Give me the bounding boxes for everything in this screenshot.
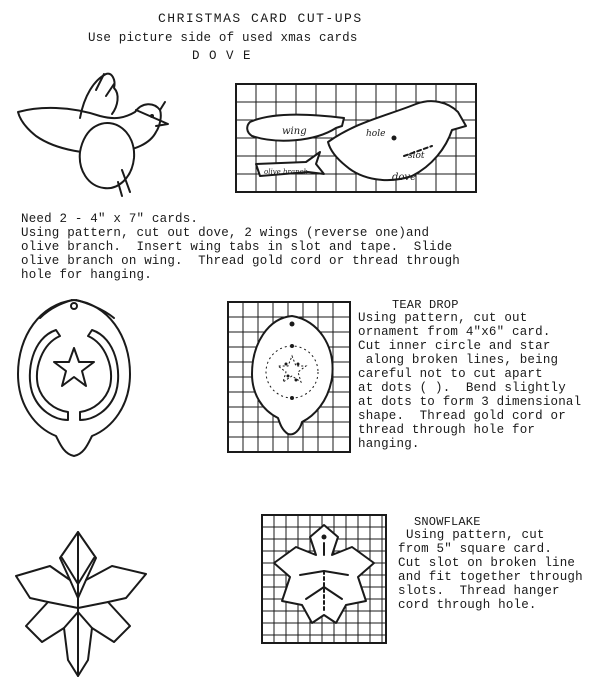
teardrop-instruction-line: at dots ( ). Bend slightly: [358, 381, 566, 395]
snowflake-instruction-line: from 5" square card.: [398, 542, 553, 556]
snowflake-heading: SNOWFLAKE: [414, 515, 481, 529]
snowflake-instruction-line: cord through hole.: [398, 598, 537, 612]
snowflake-instruction-line: Using pattern, cut: [406, 528, 545, 542]
olive-branch-label: olive branch: [264, 168, 308, 176]
dove-instruction-line: Need 2 - 4" x 7" cards.: [21, 212, 199, 226]
teardrop-heading: TEAR DROP: [392, 298, 459, 312]
dove-pattern-grid: [236, 84, 476, 192]
wing-label: wing: [282, 126, 307, 137]
dove-instruction-line: olive branch. Insert wing tabs in slot and tape. Slide: [21, 240, 453, 254]
snowflake-instruction-line: and fit together through: [398, 570, 583, 584]
teardrop-pattern-grid: [228, 302, 350, 452]
slot-label: slot: [408, 151, 425, 161]
teardrop-instruction-line: at dots to form 3 dimensional: [358, 395, 582, 409]
dove-instruction-line: hole for hanging.: [21, 268, 152, 282]
teardrop-instruction-line: Using pattern, cut out: [358, 311, 528, 325]
dove-label: dove: [392, 172, 416, 183]
page-subtitle: Use picture side of used xmas cards: [88, 31, 358, 45]
dove-illustration: [10, 66, 190, 202]
section-title-dove: D O V E: [192, 49, 252, 63]
snowflake-pattern-grid: [262, 515, 386, 643]
teardrop-instruction-line: thread through hole for: [358, 423, 536, 437]
dove-instruction-line: Using pattern, cut out dove, 2 wings (reverse one)and: [21, 226, 430, 240]
snowflake-illustration: [14, 528, 154, 678]
snowflake-instruction-line: Cut slot on broken line: [398, 556, 576, 570]
teardrop-instruction-line: hanging.: [358, 437, 420, 451]
teardrop-instruction-line: shape. Thread gold cord or: [358, 409, 566, 423]
teardrop-instruction-line: careful not to cut apart: [358, 367, 543, 381]
teardrop-instruction-line: ornament from 4"x6" card.: [358, 325, 551, 339]
teardrop-ornament-illustration: [12, 296, 142, 466]
teardrop-instruction-line: along broken lines, being: [358, 353, 559, 367]
page-title: CHRISTMAS CARD CUT-UPS: [158, 11, 363, 26]
snowflake-instruction-line: slots. Thread hanger: [398, 584, 560, 598]
hole-label: hole: [366, 129, 386, 139]
teardrop-instruction-line: Cut inner circle and star: [358, 339, 551, 353]
dove-instruction-line: olive branch on wing. Thread gold cord or thread through: [21, 254, 460, 268]
